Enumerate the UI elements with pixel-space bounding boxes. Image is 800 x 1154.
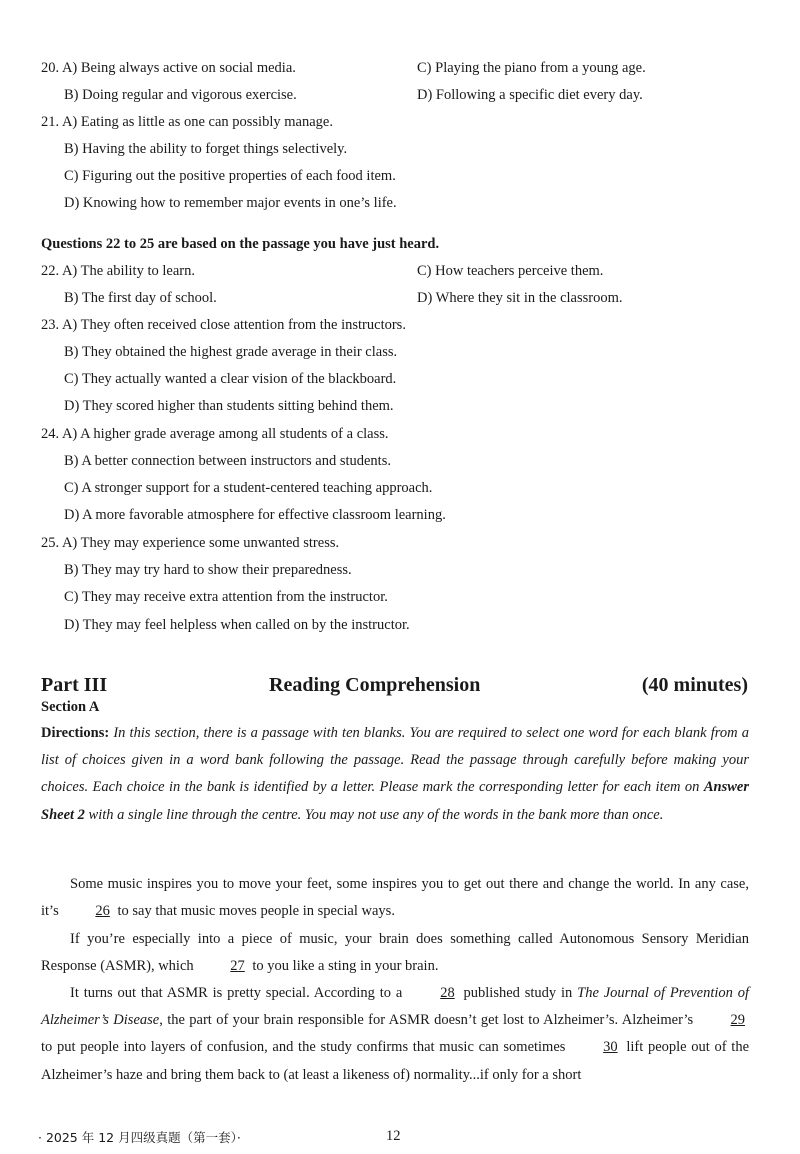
question-number: 20. <box>41 60 60 76</box>
journal-title: The Journal of Prevention of Alzheimer’s Disease <box>41 985 750 1029</box>
question-22-option-d: D) Where they sit in the classroom. <box>417 290 623 306</box>
question-number: 22. <box>41 263 60 279</box>
question-24-option-a: 24. A) A higher grade average among all students of a class. <box>41 426 389 442</box>
question-23-option-c: C) They actually wanted a clear vision of the blackboard. <box>64 371 397 387</box>
question-22-option-c: C) How teachers perceive them. <box>417 263 604 279</box>
question-22-option-a: 22. A) The ability to learn. <box>41 263 195 279</box>
blank-29[interactable]: 29 <box>730 1012 746 1029</box>
question-number: 23. <box>41 317 60 333</box>
passage-paragraph-3: It turns out that ASMR is pretty special. According to a 28 published study in The Journal of Prevention of Alzheimer’s Disease, the part of your brain responsible for ASMR doesn’t get lost to Alzheimer’s. Alzheimer’s 29 to put people into layers of confusion, and the study confirms that music can sometimes 30 lift people out of the Alzheimer’s haze and bring them back to (at least a likeness of) normality...if only for a short <box>41 980 749 1089</box>
question-21-option-c: C) Figuring out the positive properties of each food item. <box>64 168 396 184</box>
question-number: 24. <box>41 426 60 442</box>
part-label: Part III <box>41 674 108 696</box>
question-22-option-b: B) The first day of school. <box>64 290 217 306</box>
question-23-option-b: B) They obtained the highest grade average in their class. <box>64 344 398 360</box>
exam-label: · 2025 年 12 月四级真题（第一套）· <box>38 1130 241 1145</box>
question-23-option-d: D) They scored higher than students sitting behind them. <box>64 398 394 414</box>
question-24-option-d: D) A more favorable atmosphere for effective classroom learning. <box>64 507 446 523</box>
question-21-option-d: D) Knowing how to remember major events in one’s life. <box>64 195 397 211</box>
question-25-option-d: D) They may feel helpless when called on by the instructor. <box>64 617 410 633</box>
blank-28[interactable]: 28 <box>440 985 455 1001</box>
question-20-option-b: B) Doing regular and vigorous exercise. <box>64 87 297 103</box>
directions-text: In this section, there is a passage with ten blanks. You are required to select one word for each blank from a list of choices given in a word bank following the passage. Read the passage through carefully before making your choices. Each choice in the bank is identified by a letter. Please mark the corresponding letter for each item on <box>41 725 749 796</box>
blank-30[interactable]: 30 <box>603 1039 618 1056</box>
question-23-option-a: 23. A) They often received close attention from the instructors. <box>41 317 406 333</box>
question-21-option-a: 21. A) Eating as little as one can possibly manage. <box>41 114 333 130</box>
answer-sheet-ref: Answer Sheet 2 <box>41 779 749 823</box>
directions-label: Directions: <box>41 725 110 741</box>
directions <box>41 720 749 829</box>
question-number: 25. <box>41 535 60 551</box>
part-title: Reading Comprehension <box>269 674 481 696</box>
part-time: (40 minutes) <box>641 674 748 696</box>
blank-26[interactable]: 26 <box>95 903 110 920</box>
part-header <box>41 672 748 698</box>
question-20-option-c: C) Playing the piano from a young age. <box>417 60 646 76</box>
passage-heading: Questions 22 to 25 are based on the passage you have just heard. <box>41 236 440 252</box>
question-25-option-b: B) They may try hard to show their preparedness. <box>64 562 352 578</box>
passage-paragraph-1: Some music inspires you to move your feet, some inspires you to get out there and change the world. In any case, it’s 26 to say that music moves people in special ways. <box>41 871 749 925</box>
question-25-option-c: C) They may receive extra attention from the instructor. <box>64 589 388 605</box>
blank-27[interactable]: 27 <box>230 958 245 975</box>
question-number: 21. <box>41 114 60 130</box>
question-24-option-c: C) A stronger support for a student-centered teaching approach. <box>64 480 433 496</box>
question-20-option-a: 20. A) Being always active on social media. <box>41 60 296 76</box>
question-21-option-b: B) Having the ability to forget things selectively. <box>64 141 348 157</box>
section-label: Section A <box>41 699 100 715</box>
passage-paragraph-2: If you’re especially into a piece of music, your brain does something called Autonomous Sensory Meridian Response (ASMR), which 27 to you like a sting in your brain. <box>41 926 749 980</box>
question-24-option-b: B) A better connection between instructors and students. <box>64 453 391 469</box>
page-number: 12 <box>386 1128 401 1144</box>
question-20-option-d: D) Following a specific diet every day. <box>417 87 643 103</box>
directions-text-end: with a single line through the centre. You may not use any of the words in the bank more than once. <box>88 806 664 823</box>
question-25-option-a: 25. A) They may experience some unwanted stress. <box>41 535 340 551</box>
